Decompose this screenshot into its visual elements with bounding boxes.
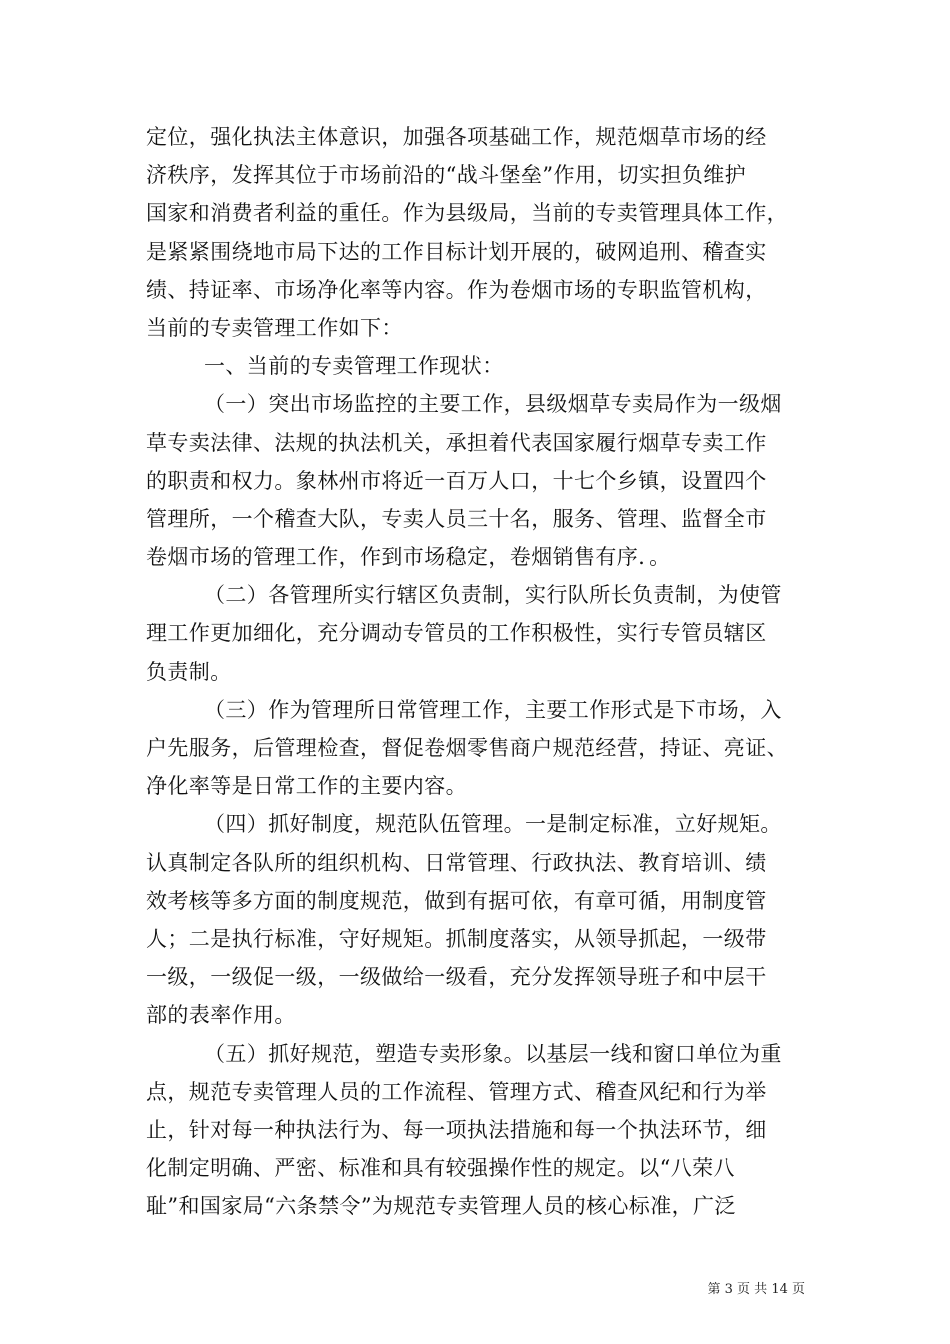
document-body xyxy=(146,118,826,1225)
text-line: 的职责和权力。象林州市将近一百万人口，十七个乡镇，设置四个 xyxy=(146,468,767,493)
text-line: 是紧紧围绕地市局下达的工作目标计划开展的，破网追刑、稽查实 xyxy=(146,239,767,264)
text-line: 济秩序，发挥其位于市场前沿的“战斗堡垒”作用，切实担负维护 xyxy=(146,163,747,188)
text-line: 绩、持证率、市场净化率等内容。作为卷烟市场的专职监管机构， xyxy=(146,277,767,302)
text-line: 耻”和国家局“六条禁令”为规范专卖管理人员的核心标准，广泛 xyxy=(146,1194,736,1219)
text-line: 管理所，一个稽查大队，专卖人员三十名，服务、管理、监督全市 xyxy=(146,506,767,531)
text-line: （四）抓好制度，规范队伍管理。一是制定标准，立好规矩。 xyxy=(204,812,782,837)
page-number: 第 3 页 共 14 页 xyxy=(707,1282,805,1297)
text-line: 国家和消费者利益的重任。作为县级局，当前的专卖管理具体工作， xyxy=(146,201,788,226)
text-line: 净化率等是日常工作的主要内容。 xyxy=(146,774,467,799)
text-line: 点，规范专卖管理人员的工作流程、管理方式、稽查风纪和行为举 xyxy=(146,1079,767,1104)
text-line: 当前的专卖管理工作如下： xyxy=(146,315,403,340)
text-line: （二）各管理所实行辖区负责制，实行队所长负责制，为使管 xyxy=(204,583,782,608)
text-line: 草专卖法律、法规的执法机关，承担着代表国家履行烟草专卖工作 xyxy=(146,430,767,455)
text-line: 负责制。 xyxy=(146,659,232,684)
text-line: 卷烟市场的管理工作，作到市场稳定，卷烟销售有序．。 xyxy=(146,545,671,570)
text-line: （五）抓好规范，塑造专卖形象。以基层一线和窗口单位为重 xyxy=(204,1041,782,1066)
text-line: 认真制定各队所的组织机构、日常管理、行政执法、教育培训、绩 xyxy=(146,850,767,875)
text-line: 户先服务，后管理检查，督促卷烟零售商户规范经营，持证、亮证、 xyxy=(146,736,788,760)
text-line: （三）作为管理所日常管理工作，主要工作形式是下市场，入 xyxy=(204,697,782,722)
text-line: 化制定明确、严密、标准和具有较强操作性的规定。以“八荣八 xyxy=(146,1156,735,1181)
text-line: 一级，一级促一级，一级做给一级看，充分发挥领导班子和中层干 xyxy=(146,965,767,990)
text-line: 止，针对每一种执法行为、每一项执法措施和每一个执法环节，细 xyxy=(146,1117,767,1142)
page-footer xyxy=(0,1278,950,1297)
text-line: 效考核等多方面的制度规范，做到有据可依，有章可循，用制度管 xyxy=(146,888,767,913)
text-line: 一、当前的专卖管理工作现状： xyxy=(204,354,504,379)
text-line: 理工作更加细化，充分调动专管员的工作积极性，实行专管员辖区 xyxy=(146,621,767,646)
text-line: 人；二是执行标准，守好规矩。抓制度落实，从领导抓起，一级带 xyxy=(146,926,767,951)
text-line: （一）突出市场监控的主要工作，县级烟草专卖局作为一级烟 xyxy=(204,392,782,417)
text-line: 定位，强化执法主体意识，加强各项基础工作，规范烟草市场的经 xyxy=(146,125,767,149)
text-line: 部的表率作用。 xyxy=(146,1003,296,1028)
